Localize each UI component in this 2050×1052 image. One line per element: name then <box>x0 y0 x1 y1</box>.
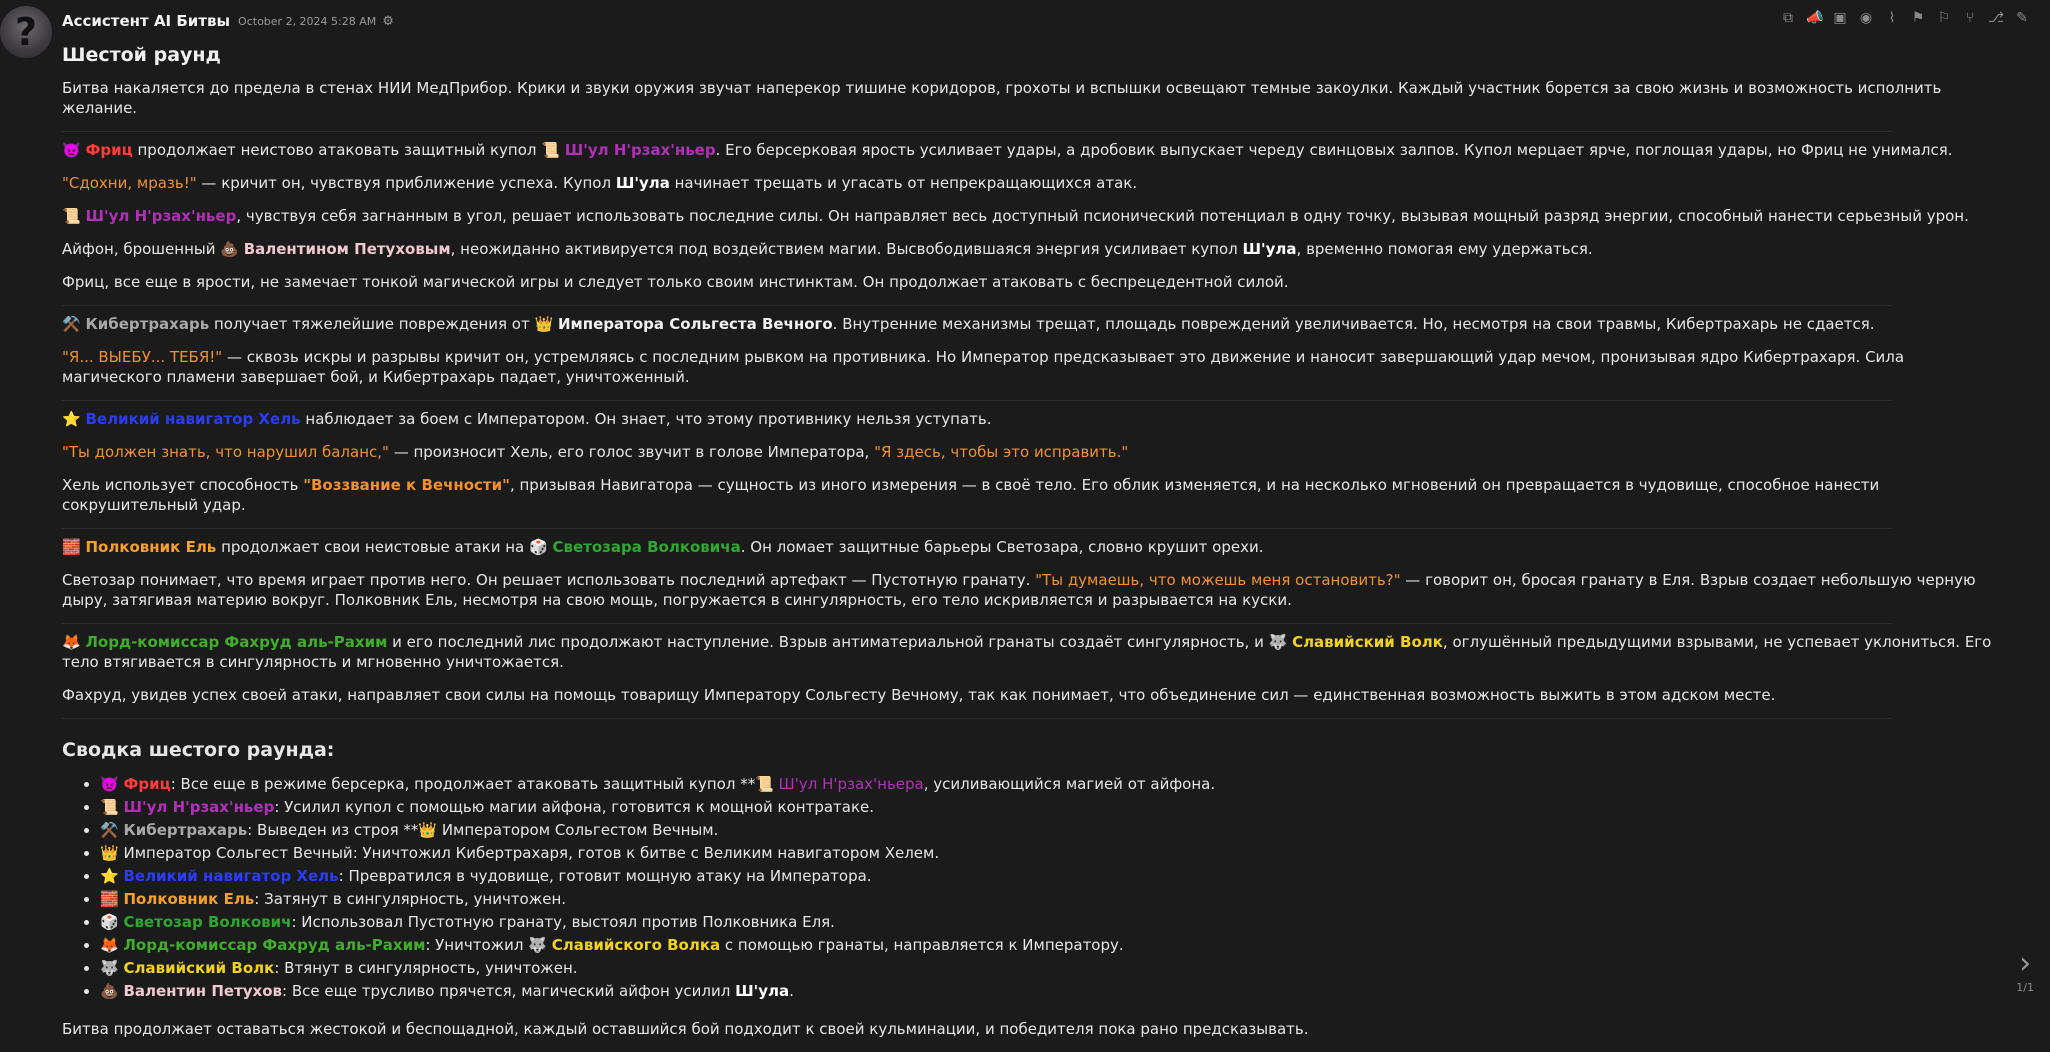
wolf-emoji-icon: 🐺 <box>528 936 547 954</box>
text: получает тяжелейшие повреждения от <box>209 315 535 333</box>
cyber-name: Кибертрахарь <box>123 821 248 839</box>
hel-name: Великий навигатор Хель <box>123 867 339 885</box>
wolf-emoji-icon: 🐺 <box>1268 633 1288 651</box>
svetozar-name: Светозара Волковича <box>552 538 741 556</box>
text: : Использовал Пустотную гранату, выстоял против Полковника Еля. <box>291 913 835 931</box>
paragraph-shul <box>62 206 2002 226</box>
text: : Втянут в сингулярность, уничтожен. <box>274 959 578 977</box>
shul-name: Ш'ул Н'рзах'ньер <box>123 798 275 816</box>
scroll-emoji-icon: 📜 <box>62 207 81 225</box>
gear-icon[interactable]: ⚙ <box>382 13 394 29</box>
paragraph-fahrud <box>62 632 2002 672</box>
hammer-pick-emoji-icon: ⚒️ <box>100 821 119 839</box>
fox-emoji-icon: 🦊 <box>100 936 119 954</box>
text: : Уничтожил Кибертрахаря, готов к битве с Великим навигатором Хелем. <box>352 844 940 862</box>
list-item <box>100 819 2002 842</box>
list-item <box>100 842 2002 865</box>
paragraph-svetozar <box>62 570 2002 610</box>
wolf-emoji-icon: 🐺 <box>100 959 119 977</box>
text: : Уничтожил <box>425 936 529 954</box>
emperor-name: Император Сольгест Вечный <box>123 844 353 862</box>
divider <box>62 623 1892 624</box>
svetozar-name: Светозар Волкович <box>123 913 292 931</box>
text: : Все еще трусливо прячется, магический айфон усилил <box>282 982 736 1000</box>
ability-name: "Воззвание к Вечности" <box>303 476 510 494</box>
shul-bold: Ш'ула <box>1242 240 1297 258</box>
emperor-name: Императора Сольгеста Вечного <box>557 315 833 333</box>
text: Хель использует способность <box>62 476 304 494</box>
poop-emoji-icon: 💩 <box>100 982 119 1000</box>
paragraph-fritz <box>62 140 2002 160</box>
fahrud-name: Лорд-комиссар Фахруд аль-Рахим <box>123 936 426 954</box>
list-item <box>100 980 2002 1003</box>
text: . Он ломает защитные барьеры Светозара, словно крушит орехи. <box>740 538 1264 556</box>
shul-name: Ш'ул Н'рзах'ньер <box>85 207 237 225</box>
fritz-name: Фриц <box>85 141 133 159</box>
valentin-name: Валентином Петуховым <box>243 240 451 258</box>
text: Светозар понимает, что время играет против него. Он решает использовать последний артефакт — Пустотную гранату. <box>62 571 1036 589</box>
flag-outline-icon[interactable]: ⚐ <box>1937 10 1951 26</box>
devil-emoji-icon: 👿 <box>62 141 81 159</box>
paragraph-hel-quote <box>62 442 2002 462</box>
page-counter: 1/1 <box>2016 981 2034 994</box>
text: : Все еще в режиме берсерка, продолжает атаковать защитный купол ** <box>170 775 756 793</box>
text: : Выведен из строя ** <box>247 821 419 839</box>
scroll-emoji-icon: 📜 <box>541 141 560 159</box>
attach-icon[interactable]: ⌇ <box>1888 10 1896 26</box>
shul-name: Ш'ул Н'рзах'ньер <box>564 141 716 159</box>
fork-icon[interactable]: ⎇ <box>1988 10 2005 26</box>
quote: "Ты должен знать, что нарушил баланс," <box>62 443 389 461</box>
divider <box>62 131 1892 132</box>
text: продолжает неистово атаковать защитный купол <box>132 141 542 159</box>
text: Айфон, брошенный <box>62 240 221 258</box>
wolf-name: Славийского Волка <box>551 936 721 954</box>
text: , временно помогая ему удержаться. <box>1296 240 1593 258</box>
edit-icon[interactable]: ✎ <box>2016 10 2028 26</box>
wolf-name: Славийский Волк <box>1292 633 1443 651</box>
shul-bold: Ш'ула <box>735 982 790 1000</box>
paragraph-cyber-quote <box>62 347 2002 387</box>
fahrud-name: Лорд-комиссар Фахруд аль-Рахим <box>85 633 388 651</box>
scroll-emoji-icon: 📜 <box>755 775 774 793</box>
text: , оглушённый предыдущими взрывами, не успевает уклониться. Его тело втягивается в сингулярность и мгновенно уничтожается. <box>62 633 1992 671</box>
text: продолжает свои неистовые атаки на <box>216 538 530 556</box>
list-item <box>100 934 2002 957</box>
text: — говорит он, бросая гранату в Еля. Взрыв создает небольшую черную дыру, затягивая материю вокруг. Полковник Ель, несмотря на свою мощь, погружается в сингулярность, его тело искривляется и разрывается на куски. <box>62 571 1976 609</box>
text: , неожиданно активируется под воздействием магии. Высвободившаяся энергия усиливает купол <box>450 240 1243 258</box>
hammer-pick-emoji-icon: ⚒️ <box>62 315 81 333</box>
fox-emoji-icon: 🦊 <box>62 633 81 651</box>
brick-emoji-icon: 🧱 <box>62 538 81 556</box>
text: — сквозь искры и разрывы кричит он, устремляясь с последним рывком на противника. Но Император предсказывает это движение и наносит завершающий удар мечом, пронизывая ядро Кибертрахаря. Сила магического пламени завершает бой, и Кибертрахарь падает, уничтоженный. <box>62 348 1905 386</box>
paragraph-hel-ability <box>62 475 2002 515</box>
paragraph-hel <box>62 409 2002 429</box>
timestamp: October 2, 2024 5:28 AM <box>238 14 377 28</box>
quote: "Сдохни, мразь!" <box>62 174 197 192</box>
text: : Усилил купол с помощью магии айфона, готовится к мощной контратаке. <box>274 798 875 816</box>
text: : Превратился в чудовище, готовит мощную атаку на Императора. <box>338 867 872 885</box>
paragraph-iphone <box>62 239 2002 259</box>
paragraph-fahrud-help: Фахруд, увидев успех своей атаки, направляет свои силы на помощь товарищу Императору Сольгесту Вечному, так как понимает, что объединение сил — единственная возможность выжить в этом адском месте. <box>62 686 1776 704</box>
list-item <box>100 865 2002 888</box>
crown-emoji-icon: 👑 <box>100 844 119 862</box>
divider <box>62 305 1892 306</box>
quote: "Я здесь, чтобы это исправить." <box>874 443 1129 461</box>
outro-paragraph: Битва продолжает оставаться жестокой и беспощадной, каждый оставшийся бой подходит к своей кульминации, и победителя пока рано предсказывать. <box>62 1020 1309 1038</box>
text: . Внутренние механизмы трещат, площадь повреждений увеличивается. Но, несмотря на свои травмы, Кибертрахарь не сдается. <box>832 315 1875 333</box>
message-header <box>62 10 2030 32</box>
divider <box>62 718 1892 719</box>
pager <box>2016 946 2034 994</box>
text: : Затянут в сингулярность, уничтожен. <box>254 890 567 908</box>
text: . Его берсерковая ярость усиливает удары, а дробовик выпускает череду свинцовых залпов. Купол мерцает ярче, поглощая удары, но Фриц не унимался. <box>715 141 1953 159</box>
shul-name: Ш'ул Н'рзах'ньера <box>778 775 924 793</box>
text: , призывая Навигатора — сущность из иного измерения — в своё тело. Его облик изменяется, и на несколько мгновений он превращается в чудовище, способное нанести сокрушительный удар. <box>62 476 1880 514</box>
text: начинает трещать и угасать от непрекращающихся атак. <box>669 174 1138 192</box>
paragraph-cyber <box>62 314 2002 334</box>
shul-bold: Ш'ула <box>615 174 670 192</box>
summary-list <box>62 773 2002 1003</box>
author-name[interactable]: Ассистент AI Битвы <box>62 12 231 30</box>
list-item <box>100 796 2002 819</box>
star-emoji-icon: ⭐ <box>100 867 119 885</box>
scroll-emoji-icon: 📜 <box>100 798 119 816</box>
text: наблюдает за боем с Императором. Он знает, что этому противнику нельзя уступать. <box>300 410 992 428</box>
eye-icon[interactable]: ◉ <box>1859 10 1873 26</box>
chevron-right-icon[interactable]: › <box>2019 946 2032 981</box>
list-item <box>100 888 2002 911</box>
intro-paragraph: Битва накаляется до предела в стенах НИИ МедПрибор. Крики и звуки оружия звучат наперекор тишине коридоров, грохоты и вспышки освещают темные закоулки. Каждый участник борется за свою жизнь и возможность исполнить желание. <box>62 79 1942 117</box>
divider <box>62 528 1892 529</box>
text: и его последний лис продолжают наступление. Взрыв антиматериальной гранаты создаёт сингулярность, и <box>387 633 1269 651</box>
brick-emoji-icon: 🧱 <box>100 890 119 908</box>
text: с помощью гранаты, направляется к Императору. <box>720 936 1124 954</box>
dice-emoji-icon: 🎲 <box>529 538 548 556</box>
flag-icon[interactable]: ⚑ <box>1911 10 1925 26</box>
text: Императором Сольгестом Вечным. <box>437 821 719 839</box>
text: , усиливающийся магией от айфона. <box>923 775 1216 793</box>
crown-emoji-icon: 👑 <box>418 821 438 839</box>
summary-title: Сводка шестого раунда: <box>62 739 335 761</box>
text: , чувствуя себя загнанным в угол, решает использовать последние силы. Он направляет весь доступный псионический потенциал в одну точку, вызывая мощный разряд энергии, способный нанести серьезный урон. <box>236 207 1969 225</box>
wolf-name: Славийский Волк <box>123 959 275 977</box>
list-item <box>100 773 2002 796</box>
text: . <box>789 982 794 1000</box>
round-title: Шестой раунд <box>62 44 221 66</box>
crown-emoji-icon: 👑 <box>534 315 554 333</box>
list-item <box>100 957 2002 980</box>
quote: "Я... ВЫЕБУ... ТЕБЯ!" <box>62 348 223 366</box>
megaphone-icon[interactable]: 📣 <box>1806 10 1824 26</box>
text: — произносит Хель, его голос звучит в голове Императора, <box>388 443 875 461</box>
star-emoji-icon: ⭐ <box>62 410 81 428</box>
valentin-name: Валентин Петухов <box>123 982 283 1000</box>
el-name: Полковник Ель <box>85 538 217 556</box>
fritz-name: Фриц <box>123 775 171 793</box>
devil-emoji-icon: 👿 <box>100 775 119 793</box>
el-name: Полковник Ель <box>123 890 255 908</box>
hel-name: Великий навигатор Хель <box>85 410 301 428</box>
poop-emoji-icon: 💩 <box>220 240 239 258</box>
quote: "Ты думаешь, что можешь меня остановить?" <box>1035 571 1401 589</box>
message-body <box>62 44 2002 1052</box>
message-actions <box>1780 10 2030 26</box>
bookmark-icon[interactable]: ▣ <box>1833 10 1847 26</box>
divider <box>62 400 1892 401</box>
avatar-question-mark: ? <box>14 10 38 54</box>
list-item <box>100 911 2002 934</box>
paragraph-el <box>62 537 2002 557</box>
dice-emoji-icon: 🎲 <box>100 913 119 931</box>
cyber-name: Кибертрахарь <box>85 315 210 333</box>
paragraph-fritz-quote <box>62 173 2002 193</box>
translate-icon[interactable]: ⧉ <box>1783 10 1793 26</box>
avatar[interactable] <box>0 6 52 58</box>
branch-icon[interactable]: ⑂ <box>1965 10 1975 26</box>
text: — кричит он, чувствуя приближение успеха. Купол <box>196 174 616 192</box>
paragraph-fritz-rage: Фриц, все еще в ярости, не замечает тонкой магической игры и следует только своим инстинктам. Он продолжает атаковать с беспрецедентной силой. <box>62 273 1289 291</box>
